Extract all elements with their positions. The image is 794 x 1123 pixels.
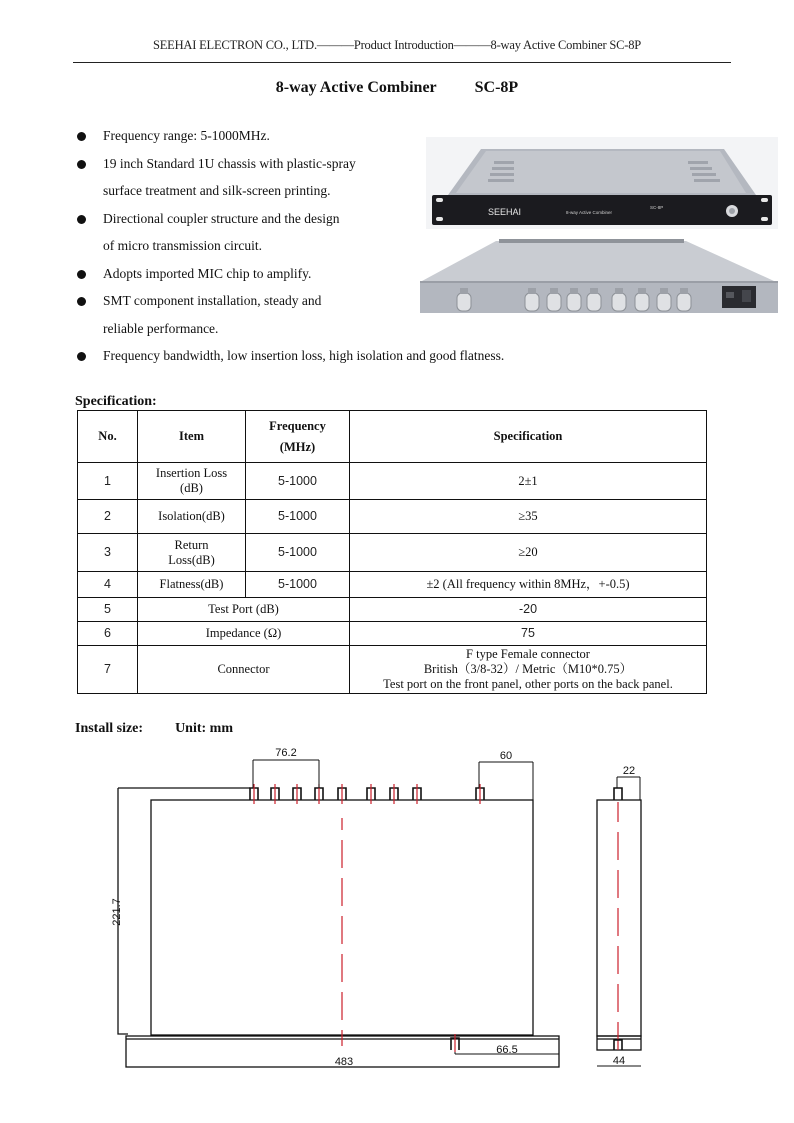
row-spec-line: 75 [521, 626, 535, 640]
feature-text: Frequency bandwidth, low insertion loss, high isolation and good flatness. [103, 348, 505, 363]
row-spec: ±2 (All frequency within 8MHz，+-0.5) [350, 572, 707, 598]
specification-heading: Specification: [75, 394, 157, 409]
row-item-line1: Isolation(dB) [158, 509, 225, 523]
row-number: 5 [78, 598, 138, 622]
row-item-line2: Loss(dB) [168, 552, 215, 567]
row-spec [350, 622, 707, 646]
row-item [138, 500, 246, 534]
feature-text: of micro transmission circuit. [103, 238, 262, 253]
running-header: SEEHAI ELECTRON CO., LTD.———Product Introduction———8-way Active Combiner SC-8P [152, 38, 642, 52]
table-row [78, 622, 707, 646]
feature-text: Frequency range: 5-1000MHz. [103, 128, 270, 143]
side-rear-port-marker [614, 788, 622, 800]
bullet-icon [77, 160, 86, 169]
table-row [78, 646, 707, 694]
centerline-group [342, 802, 618, 1050]
header-frequency-line1: Frequency [269, 418, 326, 433]
back-panel-photo [414, 235, 786, 318]
bullet-icon [77, 297, 86, 306]
row-frequency: 5-1000 [246, 534, 350, 572]
brand-logo: SEEHAI [488, 207, 522, 217]
feature-text: SMT component installation, steady and [103, 293, 322, 308]
panel-product-label: 8-way Active Combiner [566, 210, 613, 215]
row-item: Connector [138, 646, 350, 694]
install-size-label: Install size: [75, 721, 144, 736]
row-item [138, 463, 246, 500]
feature-item [77, 342, 597, 370]
feature-text: Adopts imported MIC chip to amplify. [103, 265, 312, 281]
feature-text: surface treatment and silk-screen printing. [103, 183, 331, 198]
row-number: 4 [78, 572, 138, 598]
row-spec-line: Test port on the front panel, other ports on the back panel. [383, 677, 673, 691]
front-panel-photo [426, 137, 778, 229]
row-spec-line: F type Female connector [466, 647, 590, 661]
dim-side-port-offset: 22 [622, 765, 636, 777]
table-row [78, 572, 707, 598]
product-model: SC-8P [474, 79, 519, 96]
header-item: Item [138, 411, 246, 463]
dim-right-port-offset: 60 [499, 750, 513, 762]
row-item [138, 534, 246, 572]
bullet-icon [77, 215, 86, 224]
row-frequency: 5-1000 [246, 500, 350, 534]
bullet-icon [77, 270, 86, 279]
row-spec-line: -20 [518, 602, 538, 616]
f-connector [677, 293, 691, 311]
row-frequency: 5-1000 [246, 463, 350, 500]
f-connector [525, 293, 539, 311]
row-number: 2 [78, 500, 138, 534]
feature-text: reliable performance. [103, 320, 219, 336]
header-no: No. [78, 411, 138, 463]
f-connector [567, 293, 581, 311]
row-number: 7 [78, 646, 138, 694]
install-dimension-drawing [0, 740, 794, 1123]
row-number: 1 [78, 463, 138, 500]
row-item [138, 572, 246, 598]
row-spec [350, 598, 707, 622]
header-frequency [246, 411, 350, 463]
rear-port-markers [250, 784, 484, 804]
dim-width: 483 [334, 1056, 354, 1068]
f-connector [612, 293, 626, 311]
dim-port-span: 76.2 [275, 747, 297, 759]
f-connector [587, 293, 601, 311]
feature-text: 19 inch Standard 1U chassis with plastic-spray [103, 155, 356, 171]
table-row [78, 463, 707, 500]
row-item-line1: Insertion Loss [155, 466, 228, 480]
row-spec: 2±1 [350, 463, 707, 500]
header-specification: Specification [350, 411, 707, 463]
row-item-line1: Flatness(dB) [159, 577, 224, 591]
page-title [0, 79, 794, 97]
dim-depth: 44 [612, 1055, 626, 1067]
row-item: Test Port (dB) [138, 598, 350, 622]
install-size-heading [75, 721, 233, 737]
f-connector [657, 293, 671, 311]
dim-test-port-offset: 66.5 [496, 1044, 518, 1056]
row-spec: ≥35 [350, 500, 707, 534]
panel-model-label: SC-8P [650, 205, 664, 210]
bullet-icon [77, 132, 86, 141]
product-name: 8-way Active Combiner [275, 79, 437, 96]
f-connector [547, 293, 561, 311]
table-header-row [78, 411, 707, 463]
row-spec-line: British（3/8-32）/ Metric（M10*0.75） [423, 662, 633, 676]
table-row [78, 534, 707, 572]
feature-text: Directional coupler structure and the design [103, 210, 340, 226]
f-connector [635, 293, 649, 311]
header-frequency-line2: (MHz) [279, 439, 316, 454]
row-number: 6 [78, 622, 138, 646]
row-item-line1: Return [174, 537, 209, 552]
row-spec [350, 646, 707, 694]
row-number: 3 [78, 534, 138, 572]
dim-height: 221.7 [111, 898, 123, 926]
row-frequency: 5-1000 [246, 572, 350, 598]
table-row [78, 598, 707, 622]
bullet-icon [77, 352, 86, 361]
side-view-panel [597, 1036, 641, 1050]
install-unit-label: Unit: mm [175, 721, 233, 736]
row-spec: ≥20 [350, 534, 707, 572]
side-view-outline [597, 800, 641, 1036]
specification-table [77, 410, 707, 694]
table-row [78, 500, 707, 534]
row-item-line2: (dB) [180, 481, 203, 495]
f-connector [457, 293, 471, 311]
header-rule [73, 62, 731, 63]
row-item: Impedance (Ω) [138, 622, 350, 646]
